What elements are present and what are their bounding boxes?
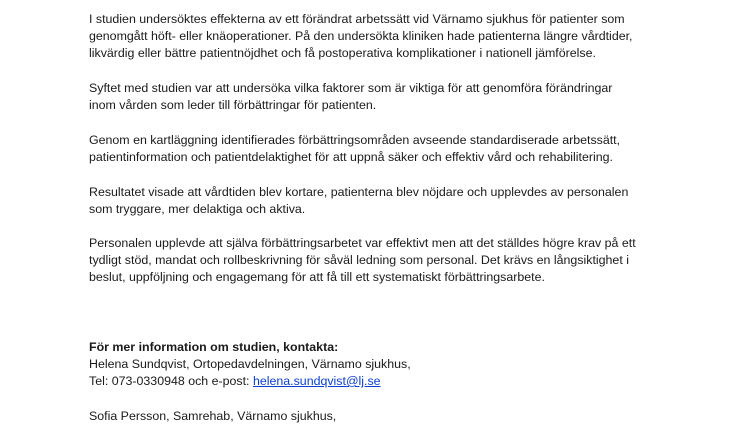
text-line: genomgått höft- eller knäoperationer. På den undersökta kliniken hade patienterna längre vårdtider, <box>89 29 633 43</box>
paragraph-intro <box>89 11 689 62</box>
text-line: beslut, uppföljning och engagemang för att få till ett systematiskt förbättringsarbete. <box>89 270 545 284</box>
text-line: likvärdig eller bättre patientnöjdhet och få postoperativa komplikationer i nationell jämförelse. <box>89 46 596 60</box>
text-line: inom vården som leder till förbättringar för patienten. <box>89 98 377 112</box>
contact-heading: För mer information om studien, kontakta: <box>89 340 339 354</box>
contact-person-1: Helena Sundqvist, Ortopedavdelningen, Värnamo sjukhus, <box>89 357 411 371</box>
paragraph-method <box>89 132 689 166</box>
text-line: Resultatet visade att vårdtiden blev kortare, patienterna blev nöjdare och upplevdes av personalen <box>89 185 629 199</box>
contact-block-2 <box>89 408 689 425</box>
paragraph-result <box>89 184 689 218</box>
text-line: I studien undersöktes effekterna av ett förändrat arbetssätt vid Värnamo sjukhus för patienter som <box>89 12 625 26</box>
paragraph-purpose <box>89 80 689 114</box>
contact-person-2: Sofia Persson, Samrehab, Värnamo sjukhus, <box>89 409 337 423</box>
text-line: Syftet med studien var att undersöka vilka faktorer som är viktiga för att genomföra förändringar <box>89 81 613 95</box>
contact-phone-line <box>89 373 689 390</box>
paragraph-staff <box>89 235 689 286</box>
email-link[interactable]: helena.sundqvist@lj.se <box>252 374 381 388</box>
contact-phone: Tel: 073-0330948 och e-post: <box>89 374 253 388</box>
text-line: patientinformation och patientdelaktighet för att uppnå säker och effektiv vård och rehabilitering. <box>89 150 613 164</box>
text-line: Personalen upplevde att själva förbättringsarbetet var effektivt men att det ställdes högre krav på ett <box>89 236 636 250</box>
text-line: tydligt stöd, mandat och rollbeskrivning för såväl ledning som personal. Det krävs en långsiktighet i <box>89 253 629 267</box>
text-line: Genom en kartläggning identifierades förbättringsområden avseende standardiserade arbetssätt, <box>89 133 621 147</box>
text-line: som tryggare, mer delaktiga och aktiva. <box>89 202 306 216</box>
contact-block <box>89 339 689 390</box>
